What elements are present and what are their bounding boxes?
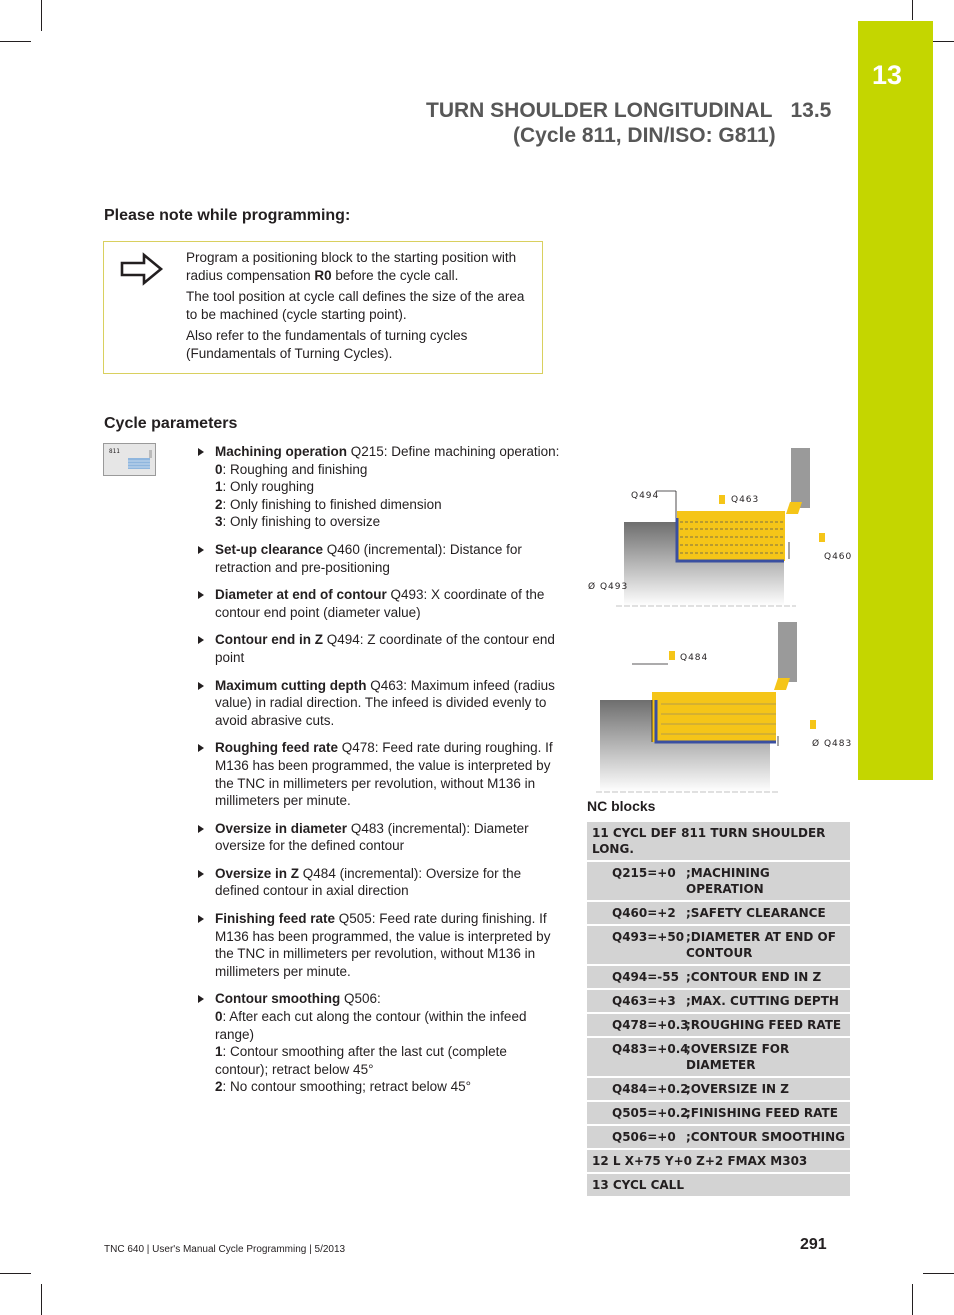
parameter-name: Roughing feed rate — [215, 740, 339, 756]
turning-tool — [791, 448, 810, 508]
page-number: 291 — [800, 1236, 827, 1253]
nc-blocks-title: NC blocks — [587, 798, 656, 814]
header-title-line1: TURN SHOULDER LONGITUDINAL — [426, 99, 773, 122]
bullet-triangle-icon — [198, 915, 204, 923]
nc-param-code: Q493=+50 — [612, 930, 685, 944]
q463-marker — [719, 495, 725, 504]
bullet-triangle-icon — [198, 636, 204, 644]
nc-param-comment: ;CONTOUR END IN Z — [686, 970, 822, 984]
cycle-diagram — [586, 446, 856, 796]
note-paragraph — [186, 249, 536, 284]
parameter-option — [215, 461, 560, 479]
bottom-diagram — [596, 622, 852, 792]
parameter-item — [198, 820, 560, 855]
stock-region — [677, 511, 785, 561]
parameter-item — [198, 990, 560, 1096]
nc-block-row — [587, 902, 850, 924]
parameter-name: Diameter at end of contour — [215, 587, 387, 603]
parameter-name: Machining operation — [215, 444, 348, 459]
note-text-run: Program a positioning block to the starting position with radius compensation — [186, 250, 517, 283]
nc-param-comment: ;MACHINING OPERATION — [686, 866, 770, 896]
parameter-item — [198, 865, 560, 900]
nc-block-row — [587, 1078, 850, 1100]
section-number: 13.5 — [790, 99, 832, 122]
nc-block-row — [587, 862, 850, 900]
parameter-description: Q493: X coordinate of the contour end point (diameter value) — [215, 587, 545, 620]
parameter-option — [215, 1008, 560, 1043]
nc-block-row — [587, 1014, 850, 1036]
parameter-name: Set-up clearance — [215, 541, 324, 557]
nc-param-code: Q506=+0 — [612, 1130, 676, 1144]
parameter-item — [198, 443, 560, 531]
parameter-option — [215, 513, 560, 531]
note-text — [186, 249, 536, 366]
parameter-description: Q463: Maximum infeed (radius value) in radial direction. The infeed is divided evenly to avoid abrasive cuts. — [215, 677, 555, 728]
parameter-item — [198, 631, 560, 666]
parameter-description: Q494: Z coordinate of the contour end point — [215, 632, 555, 665]
nc-param-comment: ;OVERSIZE FOR DIAMETER — [686, 1042, 790, 1072]
nc-block-text: 11 CYCL DEF 811 TURN SHOULDER LONG. — [592, 826, 826, 856]
crop-mark — [41, 0, 42, 31]
nc-param-comment: ;CONTOUR SMOOTHING — [686, 1130, 845, 1144]
bullet-triangle-icon — [198, 448, 204, 456]
note-paragraph: The tool position at cycle call defines the size of the area to be machined (cycle starting point). — [186, 289, 525, 322]
nc-block-row — [587, 1038, 850, 1076]
nc-block-row — [587, 1126, 850, 1148]
parameter-description: Q215: Define machining operation: — [347, 444, 560, 459]
option-key: 3 — [215, 514, 223, 530]
chapter-number: 13 — [872, 60, 903, 90]
cycle-811-icon — [103, 443, 156, 476]
label-q463: Q463 — [731, 495, 760, 505]
parameter-option — [215, 1043, 560, 1078]
parameter-option — [215, 1078, 560, 1096]
option-text: : Contour smoothing after the last cut (complete contour); retract below 45° — [215, 1044, 507, 1077]
header-title-line2: (Cycle 811, DIN/ISO: G811) — [513, 124, 776, 147]
parameter-item — [198, 677, 560, 730]
bullet-triangle-icon — [198, 546, 204, 554]
nc-param-comment: ;SAFETY CLEARANCE — [686, 906, 826, 920]
nc-block-row — [587, 990, 850, 1012]
crop-mark — [41, 1284, 42, 1315]
option-key: 2 — [215, 1079, 223, 1095]
option-text: : Roughing and finishing — [222, 461, 368, 477]
label-q484: Q484 — [680, 653, 709, 663]
bullet-triangle-icon — [198, 744, 204, 752]
q460-marker — [819, 533, 825, 542]
note-bold-run: R0 — [314, 267, 332, 283]
option-text: : Only finishing to finished dimension — [222, 496, 442, 512]
tool-insert — [774, 678, 790, 690]
tool-insert — [786, 502, 802, 514]
nc-param-code: Q463=+3 — [612, 994, 676, 1008]
stock-region — [652, 692, 776, 742]
page-footer: TNC 640 | User's Manual Cycle Programming | 5/2013 — [104, 1244, 346, 1255]
option-text: : No contour smoothing; retract below 45° — [222, 1079, 472, 1095]
nc-param-comment: ;DIAMETER AT END OF CONTOUR — [686, 930, 836, 960]
parameter-description: Q483 (incremental): Diameter oversize for the defined contour — [215, 820, 529, 854]
note-box — [103, 241, 543, 374]
label-q460: Q460 — [824, 552, 853, 562]
nc-block-text: 12 L X+75 Y+0 Z+2 FMAX M303 — [592, 1154, 808, 1168]
nc-param-comment: ;MAX. CUTTING DEPTH — [686, 994, 839, 1008]
option-key: 2 — [215, 496, 223, 512]
nc-param-code: Q484=+0.2 — [612, 1082, 689, 1096]
parameter-name: Maximum cutting depth — [215, 677, 367, 693]
label-q494: Q494 — [631, 491, 660, 501]
parameter-item — [198, 910, 560, 980]
q483-marker — [810, 720, 816, 729]
label-q493: Ø Q493 — [588, 582, 629, 592]
arrow-right-icon — [120, 252, 164, 286]
parameter-item — [198, 541, 560, 576]
option-key: 0 — [215, 461, 223, 477]
crop-mark — [923, 1273, 954, 1274]
nc-param-code: Q460=+2 — [612, 906, 676, 920]
nc-block-row — [587, 926, 850, 964]
turning-tool — [778, 622, 797, 682]
parameter-description: Q505: Feed rate during finishing. If M136 has been programmed, the value is interpreted by the TNC in millimeters per revolution, without M136 in millimeters per minute. — [215, 911, 551, 979]
parameter-name: Oversize in Z — [215, 865, 300, 881]
params-heading: Cycle parameters — [104, 415, 238, 432]
bullet-triangle-icon — [198, 591, 204, 599]
nc-block-text: 13 CYCL CALL — [592, 1178, 684, 1192]
nc-block-row — [587, 1150, 850, 1172]
option-key: 0 — [215, 1009, 223, 1025]
crop-mark — [0, 1273, 31, 1274]
note-heading: Please note while programming: — [104, 207, 351, 224]
nc-param-comment: ;FINISHING FEED RATE — [686, 1106, 838, 1120]
parameter-name: Finishing feed rate — [215, 911, 336, 927]
option-text: : Only roughing — [222, 479, 315, 495]
crop-mark — [912, 1284, 913, 1315]
crop-mark — [0, 41, 31, 42]
cycle-icon-graphic — [104, 444, 155, 475]
parameter-option — [215, 478, 560, 496]
nc-param-code: Q478=+0.3 — [612, 1018, 689, 1032]
bullet-triangle-icon — [198, 870, 204, 878]
nc-block-row — [587, 1174, 850, 1196]
parameter-item — [198, 586, 560, 621]
parameter-description: Q506: — [340, 991, 381, 1007]
parameter-name: Contour smoothing — [215, 991, 341, 1007]
nc-param-code: Q505=+0.2 — [612, 1106, 689, 1120]
chapter-tab — [858, 21, 933, 780]
parameter-item — [198, 739, 560, 809]
nc-param-comment: ;ROUGHING FEED RATE — [686, 1018, 842, 1032]
bullet-triangle-icon — [198, 825, 204, 833]
option-text: : Only finishing to oversize — [222, 514, 381, 530]
option-text: : After each cut along the contour (within the infeed range) — [215, 1009, 527, 1042]
parameter-name: Oversize in diameter — [215, 820, 348, 836]
crop-mark — [912, 0, 913, 20]
note-paragraph: Also refer to the fundamentals of turning cycles (Fundamentals of Turning Cycles). — [186, 328, 468, 361]
top-diagram — [588, 448, 852, 606]
nc-block-row — [587, 966, 850, 988]
note-text-run: before the cycle call. — [331, 267, 459, 283]
parameter-option — [215, 496, 560, 514]
option-key: 1 — [215, 479, 223, 495]
bullet-triangle-icon — [198, 682, 204, 690]
nc-param-comment: ;OVERSIZE IN Z — [686, 1082, 789, 1096]
page-header — [426, 98, 836, 148]
option-key: 1 — [215, 1044, 223, 1060]
cycle-icon-label: 811 — [109, 448, 120, 455]
nc-block-row — [587, 1102, 850, 1124]
nc-block-row — [587, 822, 850, 860]
nc-blocks-table — [587, 822, 850, 1198]
nc-param-code: Q215=+0 — [612, 866, 676, 880]
parameter-description: Q478: Feed rate during roughing. If M136 has been programmed, the value is interpreted by the TNC in millimeters per revolution, without M136 in millimeters per minute. — [215, 740, 553, 809]
label-q483: Ø Q483 — [812, 739, 853, 749]
parameter-description: Q484 (incremental): Oversize for the defined contour in axial direction — [215, 865, 522, 899]
bullet-triangle-icon — [198, 995, 204, 1003]
parameter-list — [198, 443, 560, 1106]
q484-marker — [669, 651, 675, 660]
nc-param-code: Q483=+0.4 — [612, 1042, 689, 1056]
parameter-description: Q460 (incremental): Distance for retraction and pre-positioning — [215, 541, 522, 575]
nc-param-code: Q494=-55 — [612, 970, 679, 984]
parameter-name: Contour end in Z — [215, 632, 323, 648]
